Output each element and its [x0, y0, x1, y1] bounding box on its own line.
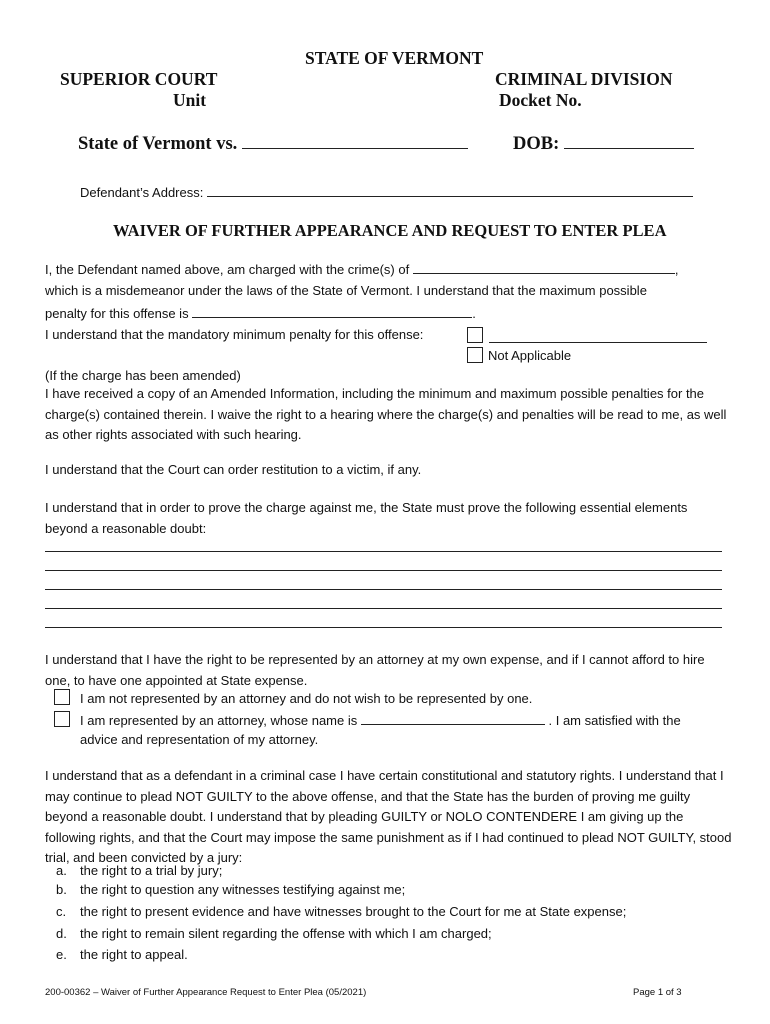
charge-line-2: which is a misdemeanor under the laws of the State of Vermont. I understand that the maximum possible [45, 283, 647, 298]
case-caption [78, 134, 468, 155]
elements-line-3[interactable] [45, 589, 722, 590]
not-applicable-checkbox[interactable] [467, 347, 483, 363]
min-penalty-field[interactable] [489, 328, 707, 343]
represented-checkbox[interactable] [54, 711, 70, 727]
max-penalty-period: . [472, 306, 476, 321]
not-represented-checkbox[interactable] [54, 689, 70, 705]
elements-paragraph: I understand that in order to prove the charge against me, the State must prove the following essential elements beyond a reasonable doubt: [45, 500, 688, 536]
case-prefix: State of Vermont vs. [78, 134, 238, 154]
represented-row [80, 710, 681, 731]
right-item-b [56, 882, 405, 897]
marker-d: d. [56, 926, 67, 941]
dob-caption [513, 134, 694, 155]
form-title: WAIVER OF FURTHER APPEARANCE AND REQUEST TO ENTER PLEA [113, 221, 667, 240]
page-number: Page 1 of 3 [633, 987, 682, 998]
address-field[interactable] [207, 182, 693, 197]
right-text-e: the right to appeal. [80, 947, 188, 962]
right-item-a [56, 863, 222, 878]
represented-label-end: . I am satisfied with the [548, 713, 681, 728]
elements-line-4[interactable] [45, 608, 722, 609]
charge-comma: , [674, 262, 679, 277]
state-heading: STATE OF VERMONT [305, 48, 484, 68]
form-number: 200-00362 – Waiver of Further Appearance Request to Enter Plea (05/2021) [45, 987, 367, 998]
max-penalty-field[interactable] [192, 303, 472, 318]
right-item-e [56, 947, 188, 962]
dob-label: DOB: [513, 134, 560, 154]
division-heading: CRIMINAL DIVISION [495, 69, 673, 89]
address-row [80, 182, 693, 200]
right-item-d [56, 926, 492, 941]
right-item-c [56, 904, 626, 919]
right-text-a: the right to a trial by jury; [80, 863, 223, 878]
unit-label: Unit [173, 90, 207, 110]
marker-a: a. [56, 863, 67, 878]
marker-e: e. [56, 947, 67, 962]
min-penalty-checkbox[interactable] [467, 327, 483, 343]
not-represented-label: I am not represented by an attorney and do not wish to be represented by one. [80, 691, 533, 706]
elements-line-1[interactable] [45, 551, 722, 552]
dob-field[interactable] [564, 134, 694, 149]
marker-b: b. [56, 882, 67, 897]
represented-label: I am represented by an attorney, whose name is [80, 713, 358, 728]
right-text-b: the right to question any witnesses testifying against me; [80, 882, 406, 897]
right-text-c: the right to present evidence and have witnesses brought to the Court for me at State expense; [80, 904, 627, 919]
charge-text-1: I, the Defendant named above, am charged with the crime(s) of [45, 262, 410, 277]
court-heading: SUPERIOR COURT [60, 69, 218, 89]
right-text-d: the right to remain silent regarding the offense with which I am charged; [80, 926, 492, 941]
amended-label: (If the charge has been amended) [45, 368, 241, 383]
restitution-text: I understand that the Court can order restitution to a victim, if any. [45, 462, 422, 477]
amended-paragraph: I have received a copy of an Amended Information, including the minimum and maximum possible penalties for the charge(s) contained therein. I waive the right to a hearing where the charge(s) and penalties will be read to me, as well as other rights associated with such hearing. [45, 386, 727, 442]
docket-label: Docket No. [499, 90, 582, 110]
marker-c: c. [56, 904, 67, 919]
rights-paragraph: I understand that as a defendant in a criminal case I have certain constitutional and statutory rights. I understand that I may continue to plead NOT GUILTY to the above offense, and that the State has the burden of proving me guilty beyond a reasonable doubt. I understand that by pleading GUILTY or NOLO CONTENDERE I am giving up the following rights, and that the Court may impose the same punishment as if I had continued to plead NOT GUILTY, stood trial, and been convicted by a jury: [45, 768, 732, 865]
attorney-paragraph: I understand that I have the right to be represented by an attorney at my own expense, and if I cannot afford to hire one, to have one appointed at State expense. [45, 652, 705, 688]
charge-line-1 [45, 259, 678, 280]
address-label: Defendant’s Address: [80, 185, 204, 200]
elements-line-2[interactable] [45, 570, 722, 571]
represented-label-2: advice and representation of my attorney. [80, 732, 319, 747]
elements-line-5[interactable] [45, 627, 722, 628]
crime-field[interactable] [413, 259, 675, 274]
charge-line-3 [45, 303, 476, 324]
attorney-name-field[interactable] [361, 710, 545, 725]
max-penalty-label: penalty for this offense is [45, 306, 189, 321]
not-applicable-label: Not Applicable [488, 348, 572, 363]
defendant-name-field[interactable] [242, 134, 468, 149]
min-penalty-label: I understand that the mandatory minimum penalty for this offense: [45, 327, 424, 342]
